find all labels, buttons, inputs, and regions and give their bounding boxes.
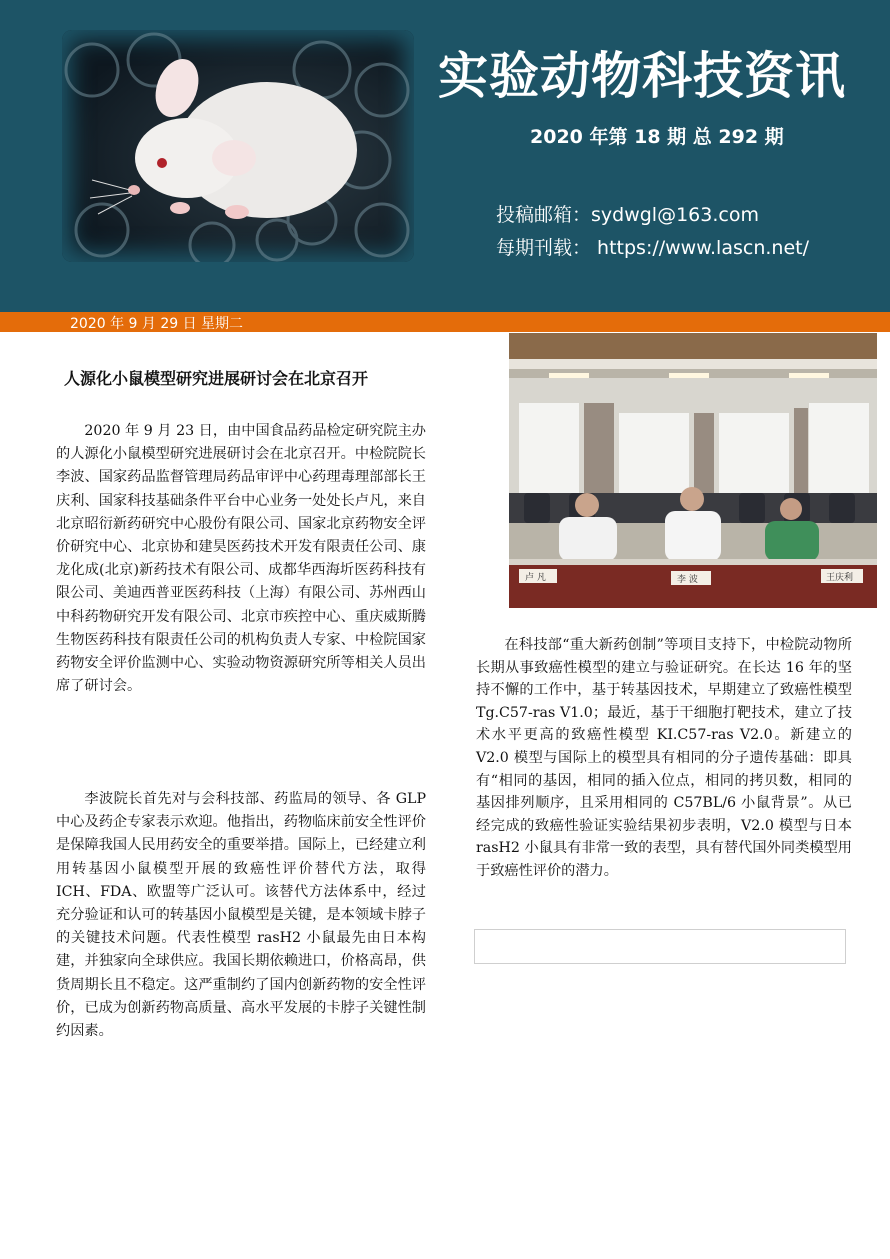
article-paragraph-2: 李波院长首先对与会科技部、药监局的领导、各 GLP 中心及药企专家表示欢迎。他指出，药物临床前安全性评价是保障我国人民用药安全的重要举措。国际上，已经建立利用转基因小鼠模型开展的致癌性评价替代方法，取得 ICH、FDA、欧盟等广泛认可。该替代方法体系中，经过充分验证和认可的转基因小鼠模型是关键，是本领域卡脖子的关键技术问题。代表性模型 rasH2 小鼠最先由日本构建，并独家向全球供应。我国长期依赖进口，价格高昂，供货周期长且不稳定。这严重制约了国内创新药物的安全性评价，已成为创新药物高质量、高水平发展的卡脖子关键性制约因素。 xyxy=(56,791,426,1040)
website-link[interactable]: 每期刊载： https://www.lascn.net/ xyxy=(496,237,809,259)
name-card-2: 李 波 xyxy=(677,575,698,585)
article-paragraph-1: 2020 年 9 月 23 日，由中国食品药品检定研究院主办的人源化小鼠模型研究进展研讨会在北京召开。中检院院长李波、国家药品监督管理局药品审评中心药理毒理部部长王庆利、国家科技基础条件平台中心业务一处处长卢凡，来自北京昭衍新药研究中心股份有限公司、国家北京药物安全评价研究中心、北京协和建昊医药技术开发有限责任公司、康龙化成(北京)新药技术有限公司、成都华西海圻医药科技有限公司、美迪西普亚医药科技（上海）有限公司、苏州西山中科药物研究开发有限公司、北京市疾控中心、重庆威斯腾生物医药科技有限责任公司的机构负责人专家、中检院国家药物安全评价监测中心、实验动物资源研究所等相关人员出席了研讨会。 xyxy=(56,423,426,695)
meeting-photo xyxy=(509,333,877,608)
name-card-1: 卢 凡 xyxy=(525,573,546,583)
journal-title: 实验动物科技资讯 xyxy=(438,47,846,105)
publish-date: 2020 年 9 月 29 日 星期二 xyxy=(70,316,244,332)
article-paragraph-3: 在科技部“重大新药创制”等项目支持下，中检院动物所长期从事致癌性模型的建立与验证研究。在长达 16 年的坚持不懈的工作中，基于转基因技术，早期建立了致癌性模型 Tg.C57-ras V1.0；最近，基于干细胞打靶技术，建立了技术水平更高的致癌性模型 KI.C57-ras V2.0。新建立的 V2.0 模型与国际上的模型具有相同的分子遗传基础：即具有“相同的基因，相同的插入位点，相同的拷贝数，相同的基因排列顺序，且采用相同的 C57BL/6 小鼠背景”。从已经完成的致癌性验证实验结果初步表明，V2.0 模型与日本 rasH2 小鼠具有非常一致的表型，具有替代国外同类模型用于致癌性评价的潜力。 xyxy=(476,637,852,879)
name-card-3: 王庆利 xyxy=(826,573,854,583)
article-headline: 人源化小鼠模型研究进展研讨会在北京召开 xyxy=(64,369,369,388)
masthead xyxy=(0,0,890,312)
empty-text-box xyxy=(474,929,846,964)
issue-number: 2020 年第 18 期 总 292 期 xyxy=(530,126,784,148)
meeting-room-illustration xyxy=(509,333,877,608)
hero-mouse-image xyxy=(62,30,414,262)
white-mouse-illustration xyxy=(62,30,414,262)
submission-email[interactable]: 投稿邮箱：sydwgl@163.com xyxy=(496,204,759,226)
